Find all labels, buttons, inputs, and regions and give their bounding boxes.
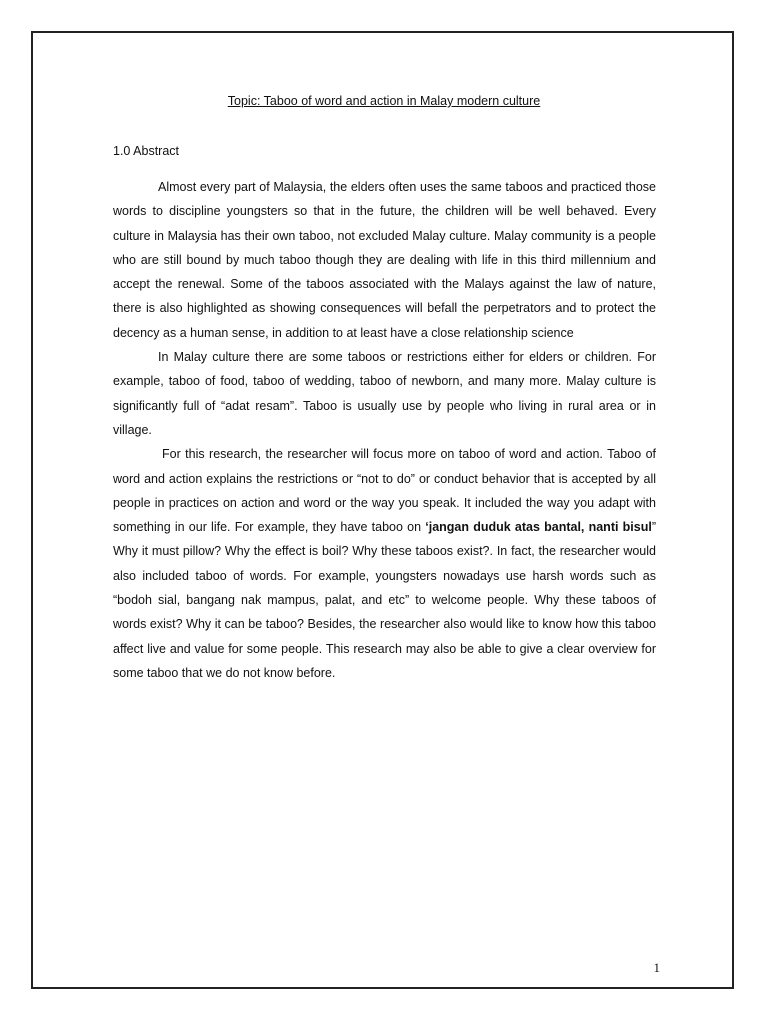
paragraph-2: In Malay culture there are some taboos or restrictions either for elders or children. For example, taboo of food, taboo of wedding, taboo of newborn, and many more. Malay culture is significantly full of “adat resam”. Taboo is usually use by people who living in rural area or in village. xyxy=(113,350,656,437)
page-number: 1 xyxy=(653,960,660,975)
abstract-body xyxy=(113,175,656,685)
document-title: Topic: Taboo of word and action in Malay modern culture xyxy=(227,94,541,108)
section-heading: 1.0 Abstract xyxy=(113,144,180,158)
paragraph-3-text-end: ” Why it must pillow? Why the effect is boil? Why these taboos exist?. In fact, the researcher would also included taboo of words. For example, youngsters nowadays use harsh words such as “bodoh sial, bangang nak mampus, palat, and etc” to welcome people. Why these taboos of words exist? Why it can be taboo? Besides, the researcher also would like to know how this taboo affect live and value for some people. This research may also be able to give a clear overview for some taboo that we do not know before. xyxy=(113,520,656,680)
paragraph-3 xyxy=(113,442,656,685)
paragraph-1: Almost every part of Malaysia, the elders often uses the same taboos and practiced those words to discipline youngsters so that in the future, the children will be well behaved. Every culture in Malaysia has their own taboo, not excluded Malay culture. Malay community is a people who are still bound by much taboo though they are dealing with life in this third millennium and accept the renewal. Some of the taboos associated with the Malays against the law of nature, there is also highlighted as showing consequences will befall the perpetrators and to protect the decency as a human sense, in addition to at least have a close relationship science xyxy=(113,180,656,340)
paragraph-3-bold-phrase: ‘jangan duduk atas bantal, nanti bisul xyxy=(425,520,652,535)
paragraph-3-text-start: For this research, the researcher will focus more on taboo of word and action. Taboo of word and action explains the restrictions or “not to do” or conduct behavior that is accepted by all people in practices on action and word or the way you speak. It included the way you adapt with something in our life. For example, they have taboo on xyxy=(113,447,656,535)
